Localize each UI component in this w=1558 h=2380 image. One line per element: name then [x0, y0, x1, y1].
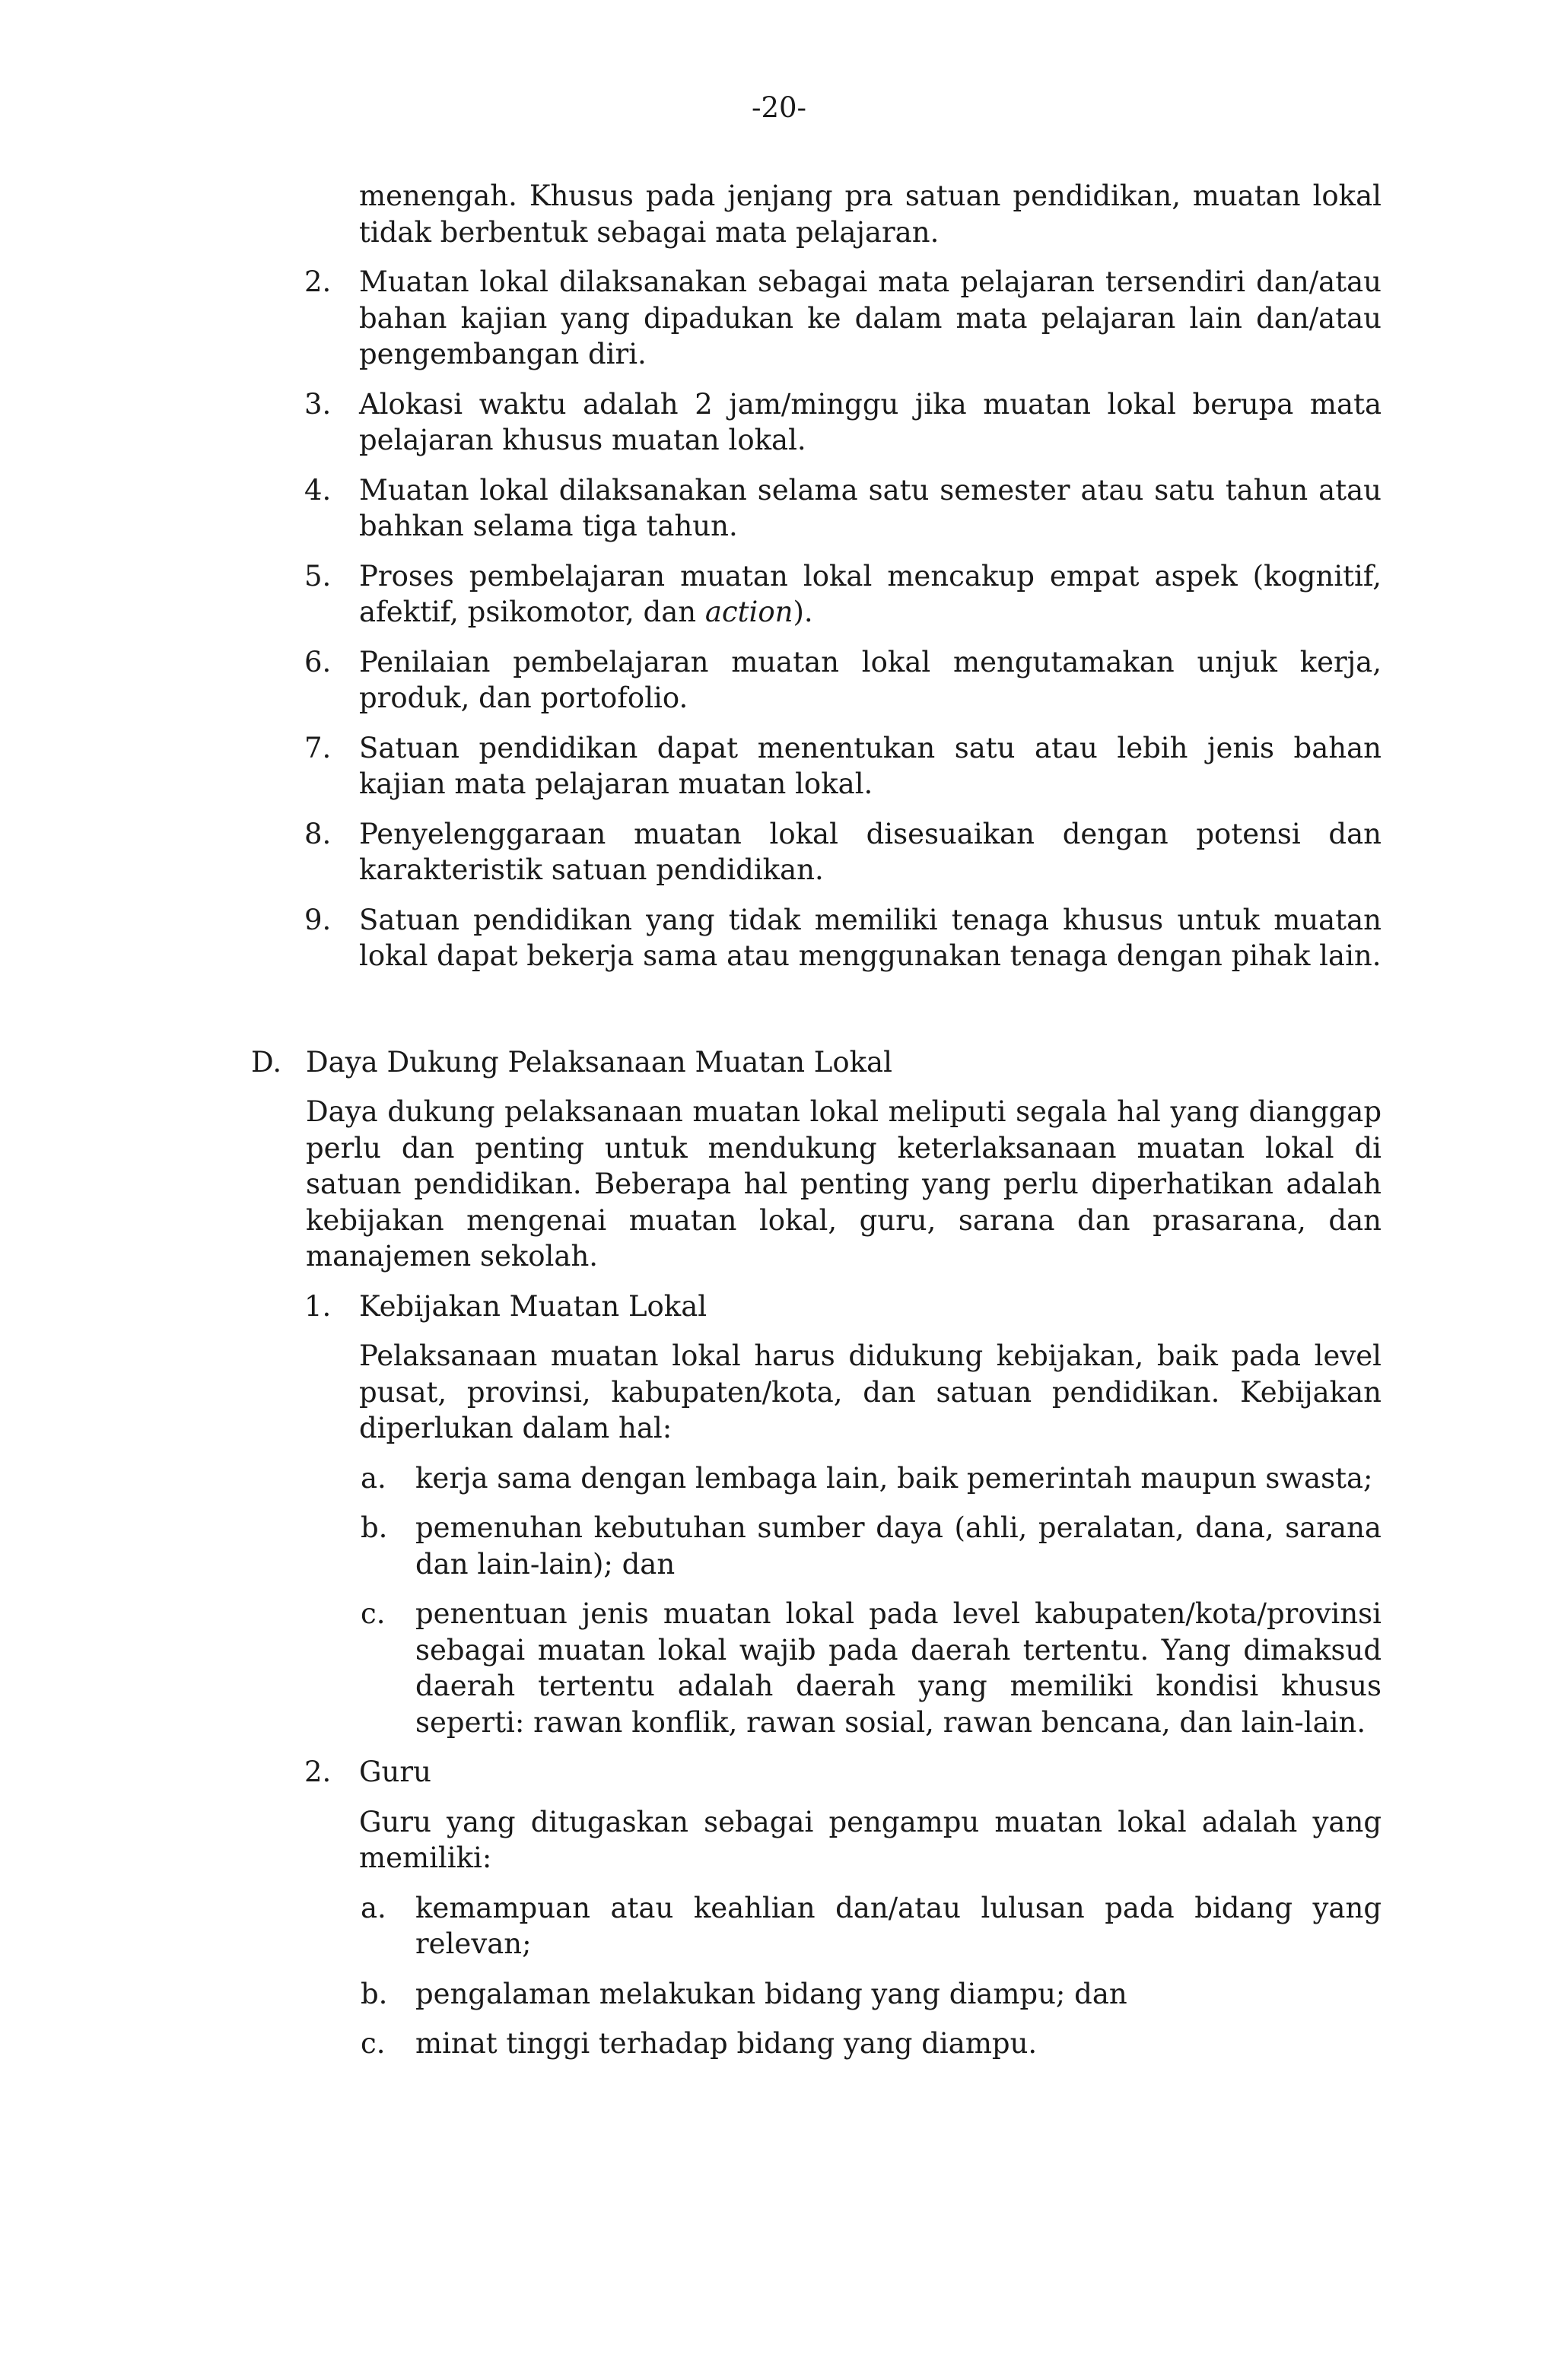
list-item-text: minat tinggi terhadap bidang yang diampu.: [415, 2027, 1038, 2060]
list-item-text: Alokasi waktu adalah 2 jam/minggu jika muatan lokal berupa mata pelajaran khusus muatan lokal.: [359, 387, 1382, 456]
list-item-letter: c.: [361, 2027, 386, 2060]
list-item-text: Muatan lokal dilaksanakan sebagai mata pelajaran tersendiri dan/atau bahan kajian yang dipadukan ke dalam mata pelajaran lain dan/atau pengembangan diri.: [359, 265, 1382, 370]
list-item-text: Satuan pendidikan dapat menentukan satu atau lebih jenis bahan kajian mata pelajaran muatan lokal.: [359, 731, 1382, 800]
list-item: [304, 816, 1382, 888]
list-item-letter: a.: [361, 1891, 386, 1924]
list-item-number: 7.: [304, 731, 332, 764]
subsection-title: Kebijakan Muatan Lokal: [359, 1289, 707, 1323]
list-item-number: 9.: [304, 903, 332, 936]
list-item: [304, 730, 1382, 802]
list-item-text: Penyelenggaraan muatan lokal disesuaikan dengan potensi dan karakteristik satuan pendidikan.: [359, 817, 1382, 886]
section-d: [251, 1044, 1382, 2062]
lettered-list: [361, 1460, 1382, 1741]
subsection-title: Guru: [359, 1756, 431, 1788]
list-item-text: [359, 558, 1382, 631]
list-item: [304, 264, 1382, 373]
subsection-number: 1.: [304, 1289, 332, 1323]
list-item-text: pemenuhan kebutuhan sumber daya (ahli, peralatan, dana, sarana dan lain-lain); dan: [415, 1511, 1382, 1581]
list-item-continuation: [304, 178, 1382, 250]
list-item: [361, 1460, 1382, 1497]
italic-term: action: [704, 596, 793, 628]
list-item-number: 8.: [304, 817, 332, 850]
list-item: [361, 1596, 1382, 1740]
document-body: [251, 178, 1382, 2062]
list-item: [304, 902, 1382, 974]
list-item-text: Penilaian pembelajaran muatan lokal mengutamakan unjuk kerja, produk, dan portofolio.: [359, 645, 1382, 714]
list-item-text: kerja sama dengan lembaga lain, baik pemerintah maupun swasta;: [415, 1461, 1373, 1495]
list-item-number: 4.: [304, 473, 332, 507]
list-item: [304, 644, 1382, 717]
list-item: [361, 1510, 1382, 1582]
numbered-list: [304, 264, 1382, 974]
list-item-number: 2.: [304, 265, 332, 298]
list-item-number: 3.: [304, 387, 332, 421]
section-heading: [251, 1044, 1382, 1081]
list-item-letter: c.: [361, 1597, 386, 1630]
subsection-intro: Guru yang ditugaskan sebagai pengampu muatan lokal adalah yang memiliki:: [359, 1805, 1382, 1874]
list-item: [361, 1976, 1382, 2013]
page-number: -20-: [751, 91, 807, 124]
list-item: [361, 2026, 1382, 2062]
list-item-text: menengah. Khusus pada jenjang pra satuan pendidikan, muatan lokal tidak berbentuk sebagai mata pelajaran.: [359, 180, 1382, 249]
list-item-number: 6.: [304, 645, 332, 678]
list-item-text: Muatan lokal dilaksanakan selama satu semester atau satu tahun atau bahkan selama tiga tahun.: [359, 473, 1382, 542]
section-letter: D.: [251, 1045, 282, 1079]
subsection-number: 2.: [304, 1756, 332, 1788]
list-item-text-part: Proses pembelajaran muatan lokal mencakup empat aspek (kognitif, afektif, psikomotor, dan: [359, 559, 1382, 628]
subsection-intro: Pelaksanaan muatan lokal harus didukung kebijakan, baik pada level pusat, provinsi, kabupaten/kota, dan satuan pendidikan. Kebijakan diperlukan dalam hal:: [359, 1339, 1382, 1444]
list-item: [304, 558, 1382, 631]
list-item: [304, 386, 1382, 459]
list-item: [304, 472, 1382, 545]
list-item-letter: a.: [361, 1461, 386, 1495]
list-item: [361, 1890, 1382, 1962]
section-intro: Daya dukung pelaksanaan muatan lokal meliputi segala hal yang dianggap perlu dan penting untuk mendukung keterlaksanaan muatan lokal di satuan pendidikan. Beberapa hal penting yang perlu diperhatikan adalah kebijakan mengenai muatan lokal, guru, sarana dan prasarana, dan manajemen sekolah.: [306, 1095, 1382, 1273]
list-item-number: 5.: [304, 559, 332, 593]
list-item-text: Satuan pendidikan yang tidak memiliki tenaga khusus untuk muatan lokal dapat bekerja sama atau menggunakan tenaga dengan pihak lain.: [359, 903, 1382, 972]
list-item-letter: b.: [361, 1977, 388, 2010]
list-item-letter: b.: [361, 1511, 388, 1544]
subsection-guru: [304, 1754, 1382, 1791]
list-item-text: penentuan jenis muatan lokal pada level kabupaten/kota/provinsi sebagai muatan lokal wajib pada daerah tertentu. Yang dimaksud daerah tertentu adalah daerah yang memiliki kondisi khusus seperti: rawan konflik, rawan sosial, rawan bencana, dan lain-lain.: [415, 1597, 1382, 1739]
list-item-text: kemampuan atau keahlian dan/atau lulusan pada bidang yang relevan;: [415, 1891, 1382, 1960]
lettered-list: [361, 1890, 1382, 2062]
list-item-text-part: ).: [793, 596, 813, 628]
section-title: Daya Dukung Pelaksanaan Muatan Lokal: [306, 1045, 892, 1079]
list-item-text: pengalaman melakukan bidang yang diampu; dan: [415, 1977, 1127, 2010]
subsection-kebijakan: [304, 1289, 1382, 1325]
